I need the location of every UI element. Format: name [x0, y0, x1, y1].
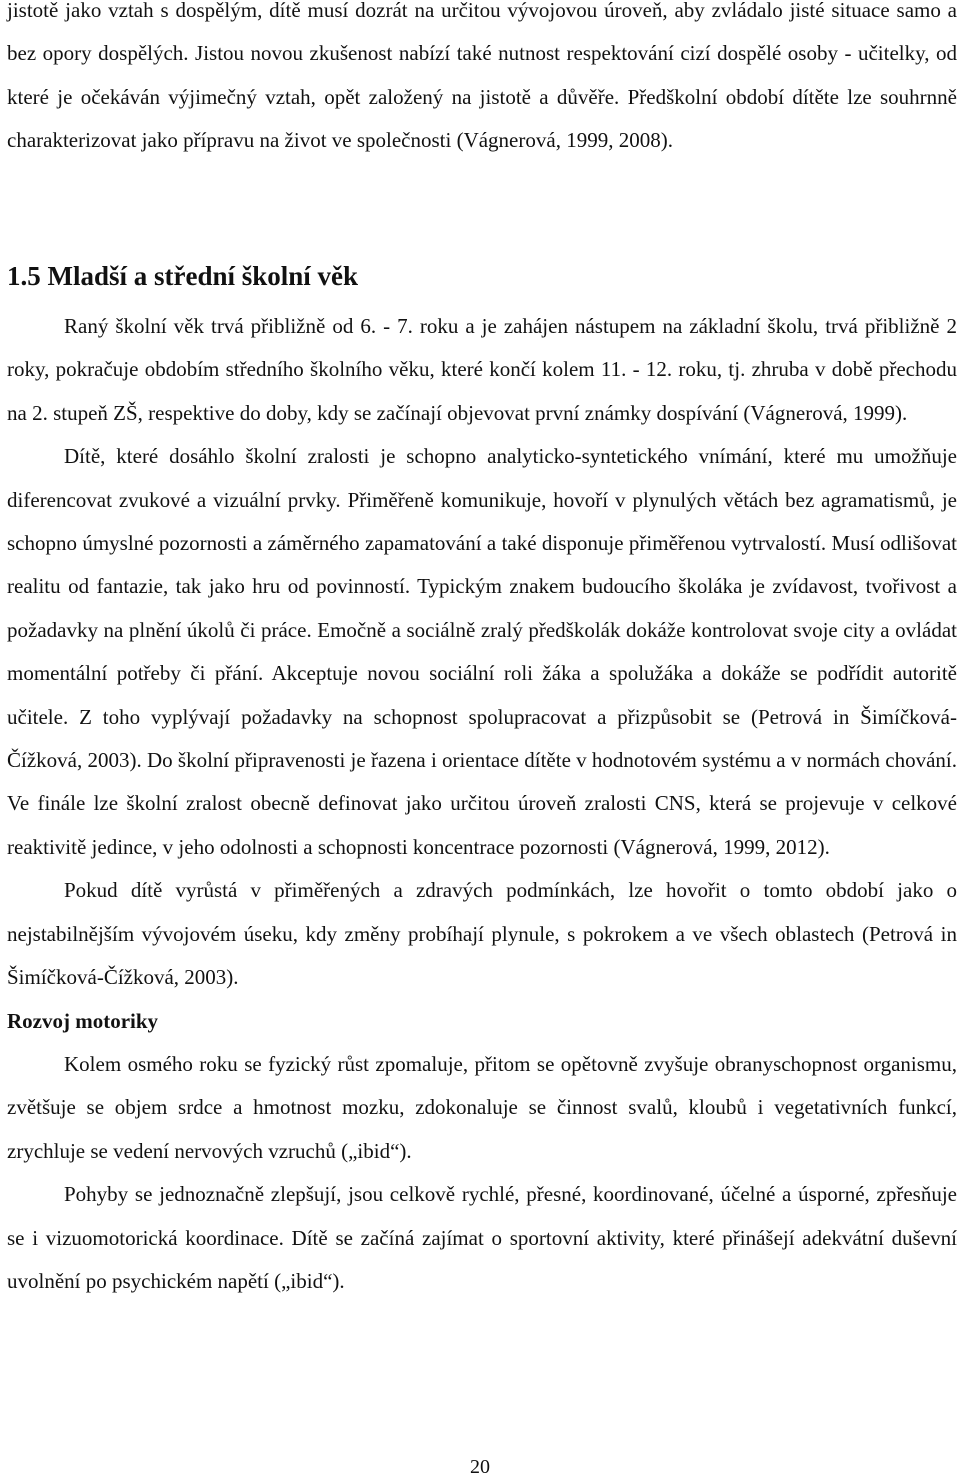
section-body: [7, 305, 957, 1303]
paragraph-movement-improvement: Pohyby se jednoznačně zlepšují, jsou celkově rychlé, přesné, koordinované, účelné a úsporné, zpřesňuje se i vizuomotorická koordinace. Dítě se začíná zajímat o sportovní aktivity, které přinášejí adekvátní duševní uvolnění po psychickém napětí („ibid“).: [7, 1182, 957, 1293]
top-text-block: [7, 0, 957, 163]
paragraph-school-readiness: Dítě, které dosáhlo školní zralosti je schopno analyticko-syntetického vnímání, které mu umožňuje diferencovat zvukové a vizuální prvky. Přiměřeně komunikuje, hovoří v plynulých větách bez agramatismů, je schopno úmyslné pozornosti a záměrného zapamatování a také disponuje přiměřenou vytrvalostí. Musí odlišovat realitu od fantazie, tak jako hru od povinností. Typickým znakem budoucího školáka je zvídavost, tvořivost a požadavky na plnění úkolů či práce. Emočně a sociálně zralý předškolák dokáže kontrolovat svoje city a ovládat momentální potřeby či přání. Akceptuje novou sociální roli žáka a spolužáka a dokáže se podřídit autoritě učitele. Z toho vyplývají požadavky na schopnost spolupracovat a přizpůsobit se (Petrová in Šimíčková-Čížková, 2003). Do školní připravenosti je řazena i orientace dítěte v hodnotovém systému a v normách chování. Ve finále lze školní zralost obecně definovat jako určitou úroveň zralosti CNS, která se projevuje v celkové reaktivitě jedince, v jeho odolnosti a schopnosti koncentrace pozornosti (Vágnerová, 1999, 2012).: [7, 444, 957, 859]
paragraph-physical-growth: Kolem osmého roku se fyzický růst zpomaluje, přitom se opětovně zvyšuje obranyschopnost organismu, zvětšuje se objem srdce a hmotnost mozku, zdokonaluje se činnost svalů, kloubů i vegetativních funkcí, zrychluje se vedení nervových vzruchů („ibid“).: [7, 1051, 957, 1163]
paragraph-stable-period: Pokud dítě vyrůstá v přiměřených a zdravých podmínkách, lze hovořit o tomto období jako o nejstabilnějším vývojovém úseku, kdy změny probíhají plynule, s pokrokem a ve všech oblastech (Petrová in Šimíčková-Čížková, 2003).: [7, 878, 957, 990]
paragraph-early-school-age: Raný školní věk trvá přibližně od 6. - 7. roku a je zahájen nástupem na základní školu, trvá přibližně 2 roky, pokračuje obdobím středního školního věku, které končí kolem 11. - 12. roku, tj. zhruba v době přechodu na 2. stupeň ZŠ, respektive do doby, kdy se začínají objevovat první známky dospívání (Vágnerová, 1999).: [7, 314, 957, 425]
paragraph-continued: jistotě jako vztah s dospělým, dítě musí dozrát na určitou vývojovou úroveň, aby zvládalo jisté situace samo a bez opory dospělých. Jistou novou zkušenost nabízí také nutnost respektování cizí dospělé osoby - učitelky, od které je očekáván výjimečný vztah, opět založený na jistotě a důvěře. Předškolní období dítěte lze souhrnně charakterizovat jako přípravu na život ve společnosti (Vágnerová, 1999, 2008).: [7, 0, 957, 153]
subheading-motor-development: Rozvoj motoriky: [7, 1008, 159, 1033]
page-number: 20: [470, 1456, 490, 1478]
section-heading: 1.5 Mladší a střední školní věk: [7, 261, 359, 291]
